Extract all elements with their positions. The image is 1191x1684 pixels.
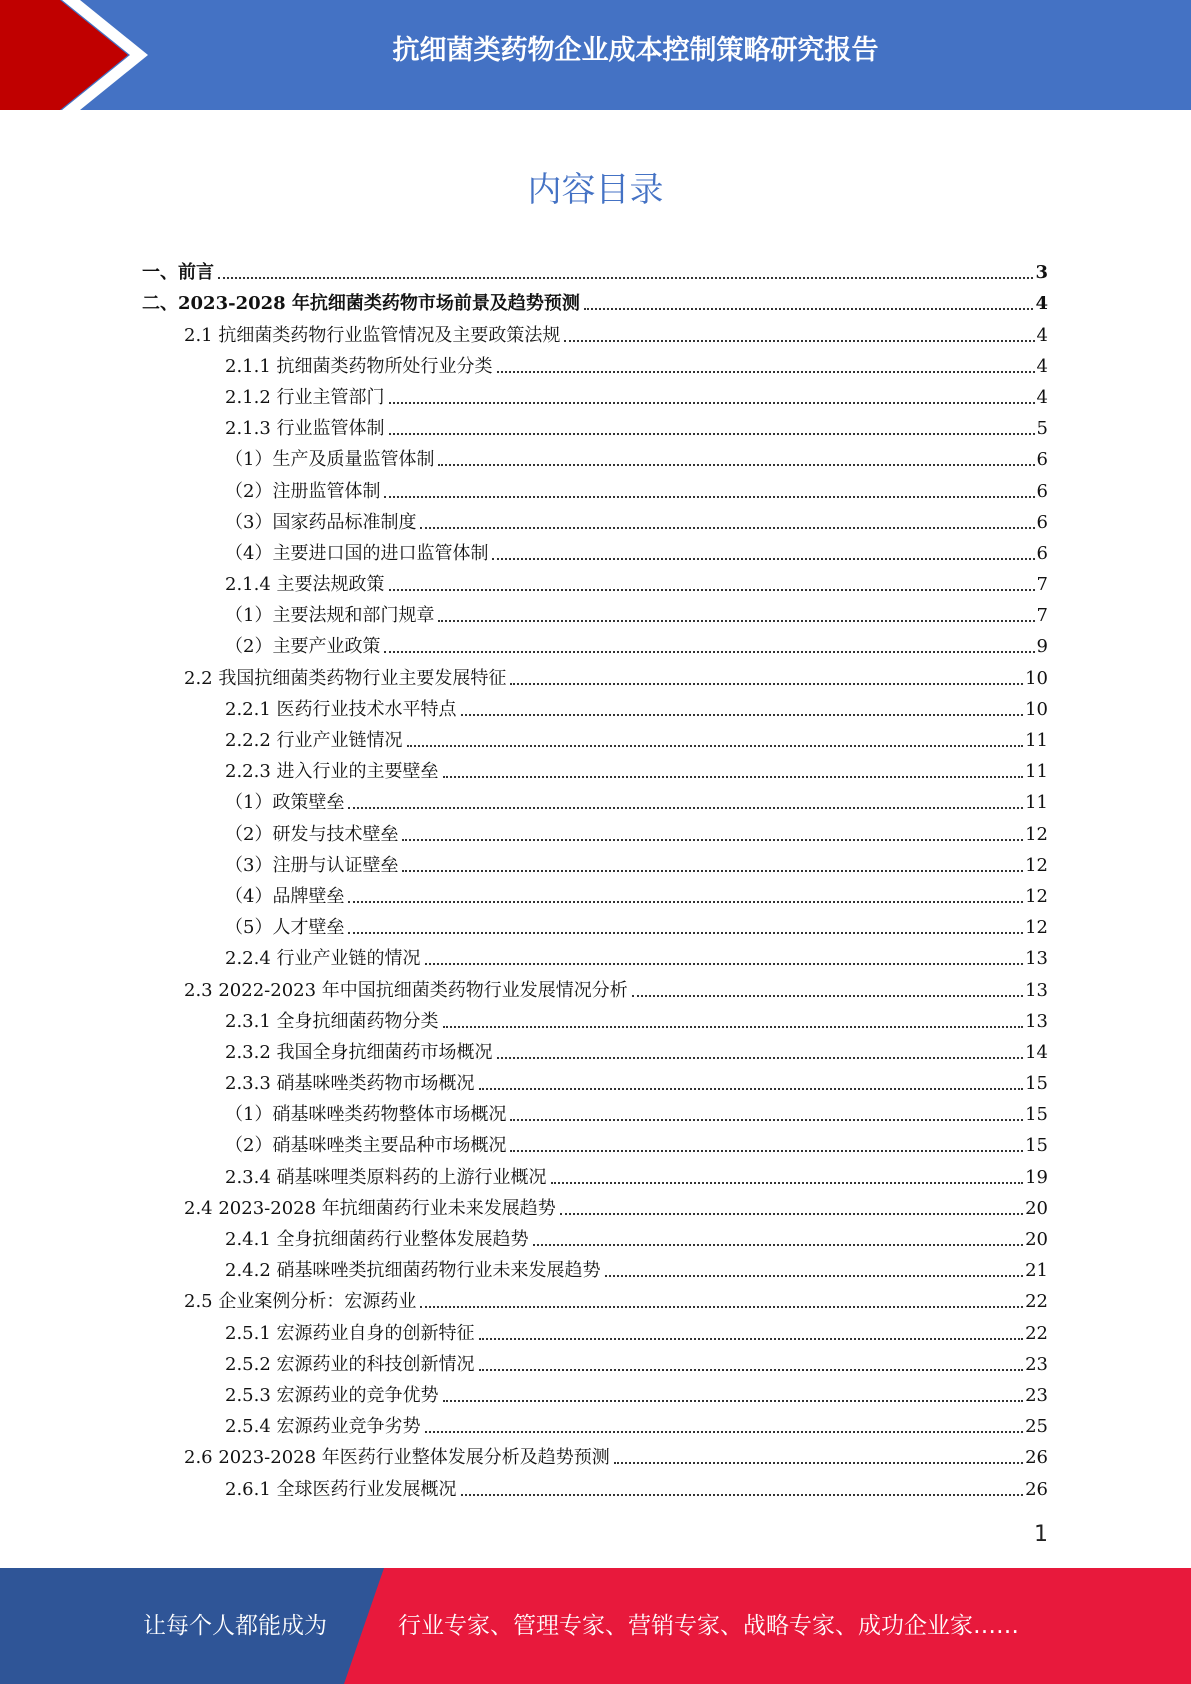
toc-entry[interactable] — [142, 1095, 1048, 1126]
toc-entry-label: 2.3.1 全身抗细菌药物分类 — [225, 1010, 439, 1032]
toc-leader-dots — [384, 651, 1034, 653]
toc-leader-dots — [348, 807, 1023, 809]
toc-leader-dots — [492, 558, 1034, 560]
toc-entry-page: 11 — [1025, 761, 1048, 783]
toc-leader-dots — [402, 839, 1023, 841]
page-number: 1 — [1034, 1522, 1048, 1547]
toc-entry-page: 22 — [1025, 1322, 1048, 1344]
toc-entry-label: 2.5 企业案例分析：宏源药业 — [184, 1291, 417, 1313]
toc-entry[interactable] — [142, 378, 1048, 409]
toc-leader-dots — [443, 1026, 1024, 1028]
toc-leader-dots — [425, 1431, 1024, 1433]
toc-leader-dots — [402, 870, 1023, 872]
toc-entry-page: 13 — [1025, 948, 1048, 970]
toc-entry-label: 2.6.1 全球医药行业发展概况 — [225, 1478, 457, 1500]
toc-entry-page: 6 — [1036, 449, 1048, 471]
toc-leader-dots — [420, 527, 1034, 529]
toc-entry-label: （2）主要产业政策 — [225, 636, 381, 658]
toc-leader-dots — [461, 1494, 1024, 1496]
toc-entry[interactable] — [142, 471, 1048, 502]
toc-leader-dots — [389, 589, 1035, 591]
toc-entry[interactable] — [142, 503, 1048, 534]
toc-leader-dots — [420, 1306, 1023, 1308]
toc-leader-dots — [497, 371, 1035, 373]
toc-leader-dots — [497, 1057, 1024, 1059]
toc-entry-label: 2.5.3 宏源药业的竞争优势 — [225, 1384, 439, 1406]
toc-entry-page: 25 — [1025, 1416, 1048, 1438]
toc-entry-page: 3 — [1035, 262, 1048, 284]
toc-entry[interactable] — [142, 347, 1048, 378]
toc-entry-label: 2.5.4 宏源药业竞争劣势 — [225, 1416, 421, 1438]
toc-entry-label: （5）人才壁垒 — [225, 917, 345, 939]
toc-entry-page: 15 — [1025, 1104, 1048, 1126]
footer-slogan-right: 行业专家、管理专家、营销专家、战略专家、成功企业家…… — [398, 1613, 1019, 1639]
toc-entry[interactable] — [142, 253, 1048, 284]
toc-leader-dots — [510, 683, 1023, 685]
toc-entry[interactable] — [142, 908, 1048, 939]
toc-entry[interactable] — [142, 1438, 1048, 1469]
toc-leader-dots — [389, 433, 1035, 435]
toc-leader-dots — [443, 776, 1024, 778]
toc-entry[interactable] — [142, 1033, 1048, 1064]
toc-leader-dots — [479, 1369, 1024, 1371]
page-header — [0, 0, 1191, 110]
toc-leader-dots — [510, 1119, 1023, 1121]
toc-entry[interactable] — [142, 1469, 1048, 1500]
toc-entry[interactable] — [142, 814, 1048, 845]
toc-leader-dots — [479, 1338, 1024, 1340]
toc-entry-page: 13 — [1025, 979, 1048, 1001]
toc-entry-label: （1）政策壁垒 — [225, 792, 345, 814]
toc-entry[interactable] — [142, 1376, 1048, 1407]
toc-leader-dots — [384, 496, 1034, 498]
toc-leader-dots — [479, 1088, 1024, 1090]
toc-entry-page: 12 — [1025, 917, 1048, 939]
toc-entry-label: 2.2.3 进入行业的主要壁垒 — [225, 761, 439, 783]
toc-entry[interactable] — [142, 877, 1048, 908]
toc-leader-dots — [551, 1182, 1024, 1184]
toc-entry-page: 22 — [1025, 1291, 1048, 1313]
toc-entry[interactable] — [142, 284, 1048, 315]
toc-leader-dots — [533, 1244, 1024, 1246]
toc-entry-label: 2.1.2 行业主管部门 — [225, 386, 385, 408]
toc-entry[interactable] — [142, 534, 1048, 565]
report-title: 抗细菌类药物企业成本控制策略研究报告 — [392, 35, 879, 66]
toc-entry-page: 4 — [1036, 386, 1048, 408]
toc-entry-label: 2.3 2022-2023 年中国抗细菌类药物行业发展情况分析 — [184, 979, 628, 1001]
toc-entry-page: 26 — [1025, 1447, 1048, 1469]
toc-entry-label: 2.2 我国抗细菌类药物行业主要发展特征 — [184, 667, 507, 689]
toc-entry-page: 5 — [1036, 418, 1048, 440]
toc-entry-page: 23 — [1025, 1384, 1048, 1406]
toc-entry-page: 12 — [1025, 854, 1048, 876]
toc-entry[interactable] — [142, 846, 1048, 877]
toc-entry-label: 2.6 2023-2028 年医药行业整体发展分析及趋势预测 — [184, 1447, 610, 1469]
toc-leader-dots — [614, 1462, 1023, 1464]
toc-leader-dots — [438, 464, 1034, 466]
toc-entry-page: 12 — [1025, 823, 1048, 845]
toc-entry[interactable] — [142, 1220, 1048, 1251]
toc-entry-label: 2.1.1 抗细菌类药物所处行业分类 — [225, 355, 493, 377]
toc-entry-page: 4 — [1035, 293, 1048, 315]
table-of-contents — [142, 253, 1048, 1501]
toc-entry[interactable] — [142, 440, 1048, 471]
toc-entry-label: 一、前言 — [142, 262, 214, 284]
toc-entry-page: 4 — [1036, 324, 1048, 346]
toc-entry[interactable] — [142, 1345, 1048, 1376]
toc-entry[interactable] — [142, 1002, 1048, 1033]
toc-entry-page: 15 — [1025, 1073, 1048, 1095]
toc-entry-page: 7 — [1036, 574, 1048, 596]
toc-entry-label: 2.4 2023-2028 年抗细菌药行业未来发展趋势 — [184, 1197, 556, 1219]
toc-leader-dots — [632, 995, 1023, 997]
toc-entry[interactable] — [142, 315, 1048, 346]
toc-entry-label: 2.2.4 行业产业链的情况 — [225, 948, 421, 970]
toc-leader-dots — [584, 308, 1034, 310]
toc-entry-page: 10 — [1025, 698, 1048, 720]
toc-entry-label: 2.1.3 行业监管体制 — [225, 418, 385, 440]
page-footer — [0, 1568, 1191, 1684]
toc-entry[interactable] — [142, 1313, 1048, 1344]
toc-entry-page: 10 — [1025, 667, 1048, 689]
toc-entry-label: （4）品牌壁垒 — [225, 885, 345, 907]
toc-entry-label: 2.1.4 主要法规政策 — [225, 574, 385, 596]
toc-entry-label: 2.3.4 硝基咪哩类原料药的上游行业概况 — [225, 1166, 547, 1188]
toc-entry[interactable] — [142, 690, 1048, 721]
toc-entry[interactable] — [142, 783, 1048, 814]
toc-entry[interactable] — [142, 1189, 1048, 1220]
toc-entry[interactable] — [142, 1282, 1048, 1313]
toc-entry-label: 2.5.2 宏源药业的科技创新情况 — [225, 1353, 475, 1375]
toc-entry-label: （2）硝基咪唑类主要品种市场概况 — [225, 1135, 507, 1157]
toc-entry[interactable] — [142, 1126, 1048, 1157]
toc-entry-page: 23 — [1025, 1353, 1048, 1375]
toc-entry-page: 9 — [1036, 636, 1048, 658]
toc-entry-page: 15 — [1025, 1135, 1048, 1157]
toc-leader-dots — [560, 1213, 1023, 1215]
toc-entry[interactable] — [142, 721, 1048, 752]
toc-entry-label: （1）硝基咪唑类药物整体市场概况 — [225, 1104, 507, 1126]
toc-leader-dots — [438, 620, 1034, 622]
toc-leader-dots — [510, 1150, 1023, 1152]
toc-entry-label: （4）主要进口国的进口监管体制 — [225, 542, 489, 564]
toc-entry-label: （3）国家药品标准制度 — [225, 511, 417, 533]
toc-entry[interactable] — [142, 409, 1048, 440]
toc-entry[interactable] — [142, 627, 1048, 658]
toc-entry-page: 4 — [1036, 355, 1048, 377]
toc-entry[interactable] — [142, 1251, 1048, 1282]
toc-entry[interactable] — [142, 1157, 1048, 1188]
toc-entry-page: 6 — [1036, 511, 1048, 533]
toc-entry-label: 2.3.2 我国全身抗细菌药市场概况 — [225, 1041, 493, 1063]
toc-entry-label: 2.1 抗细菌类药物行业监管情况及主要政策法规 — [184, 324, 561, 346]
toc-leader-dots — [389, 402, 1035, 404]
toc-entry-page: 14 — [1025, 1041, 1048, 1063]
toc-leader-dots — [443, 1400, 1024, 1402]
toc-leader-dots — [564, 340, 1034, 342]
toc-entry[interactable] — [142, 970, 1048, 1001]
toc-entry-page: 6 — [1036, 480, 1048, 502]
toc-entry-page: 20 — [1025, 1197, 1048, 1219]
toc-entry-page: 6 — [1036, 542, 1048, 564]
toc-entry-label: 2.5.1 宏源药业自身的创新特征 — [225, 1322, 475, 1344]
toc-entry-label: 2.3.3 硝基咪唑类药物市场概况 — [225, 1073, 475, 1095]
footer-slogan-left: 让每个人都能成为 — [143, 1613, 327, 1639]
toc-entry[interactable] — [142, 939, 1048, 970]
toc-entry-label: 2.4.2 硝基咪唑类抗细菌药物行业未来发展趋势 — [225, 1260, 601, 1282]
toc-entry-label: 2.4.1 全身抗细菌药行业整体发展趋势 — [225, 1229, 529, 1250]
toc-entry-label: （1）主要法规和部门规章 — [225, 605, 435, 627]
toc-entry-page: 11 — [1025, 792, 1048, 814]
toc-entry[interactable] — [142, 752, 1048, 783]
toc-leader-dots — [605, 1275, 1024, 1277]
toc-entry[interactable] — [142, 658, 1048, 689]
toc-leader-dots — [348, 932, 1023, 934]
toc-entry-page: 11 — [1025, 730, 1048, 751]
toc-entry-label: （1）生产及质量监管体制 — [225, 449, 435, 471]
toc-entry[interactable] — [142, 1407, 1048, 1438]
toc-entry-page: 26 — [1025, 1478, 1048, 1500]
toc-entry-page: 13 — [1025, 1010, 1048, 1032]
toc-entry[interactable] — [142, 596, 1048, 627]
toc-heading: 内容目录 — [527, 170, 664, 210]
toc-entry-label: （2）注册监管体制 — [225, 480, 381, 502]
toc-leader-dots — [461, 714, 1024, 716]
toc-entry[interactable] — [142, 565, 1048, 596]
toc-entry[interactable] — [142, 1064, 1048, 1095]
toc-entry-label: （2）研发与技术壁垒 — [225, 823, 399, 845]
toc-entry-page: 20 — [1025, 1229, 1048, 1250]
toc-entry-page: 12 — [1025, 885, 1048, 907]
toc-entry-label: （3）注册与认证壁垒 — [225, 854, 399, 876]
toc-entry-label: 2.2.2 行业产业链情况 — [225, 730, 403, 751]
toc-entry-label: 二、2023-2028 年抗细菌类药物市场前景及趋势预测 — [142, 293, 580, 315]
toc-entry-page: 19 — [1025, 1166, 1048, 1188]
toc-leader-dots — [348, 901, 1023, 903]
toc-leader-dots — [218, 277, 1033, 279]
toc-leader-dots — [425, 963, 1024, 965]
toc-entry-label: 2.2.1 医药行业技术水平特点 — [225, 698, 457, 720]
toc-entry-page: 7 — [1036, 605, 1048, 627]
toc-entry-page: 21 — [1025, 1260, 1048, 1282]
toc-leader-dots — [407, 745, 1024, 747]
